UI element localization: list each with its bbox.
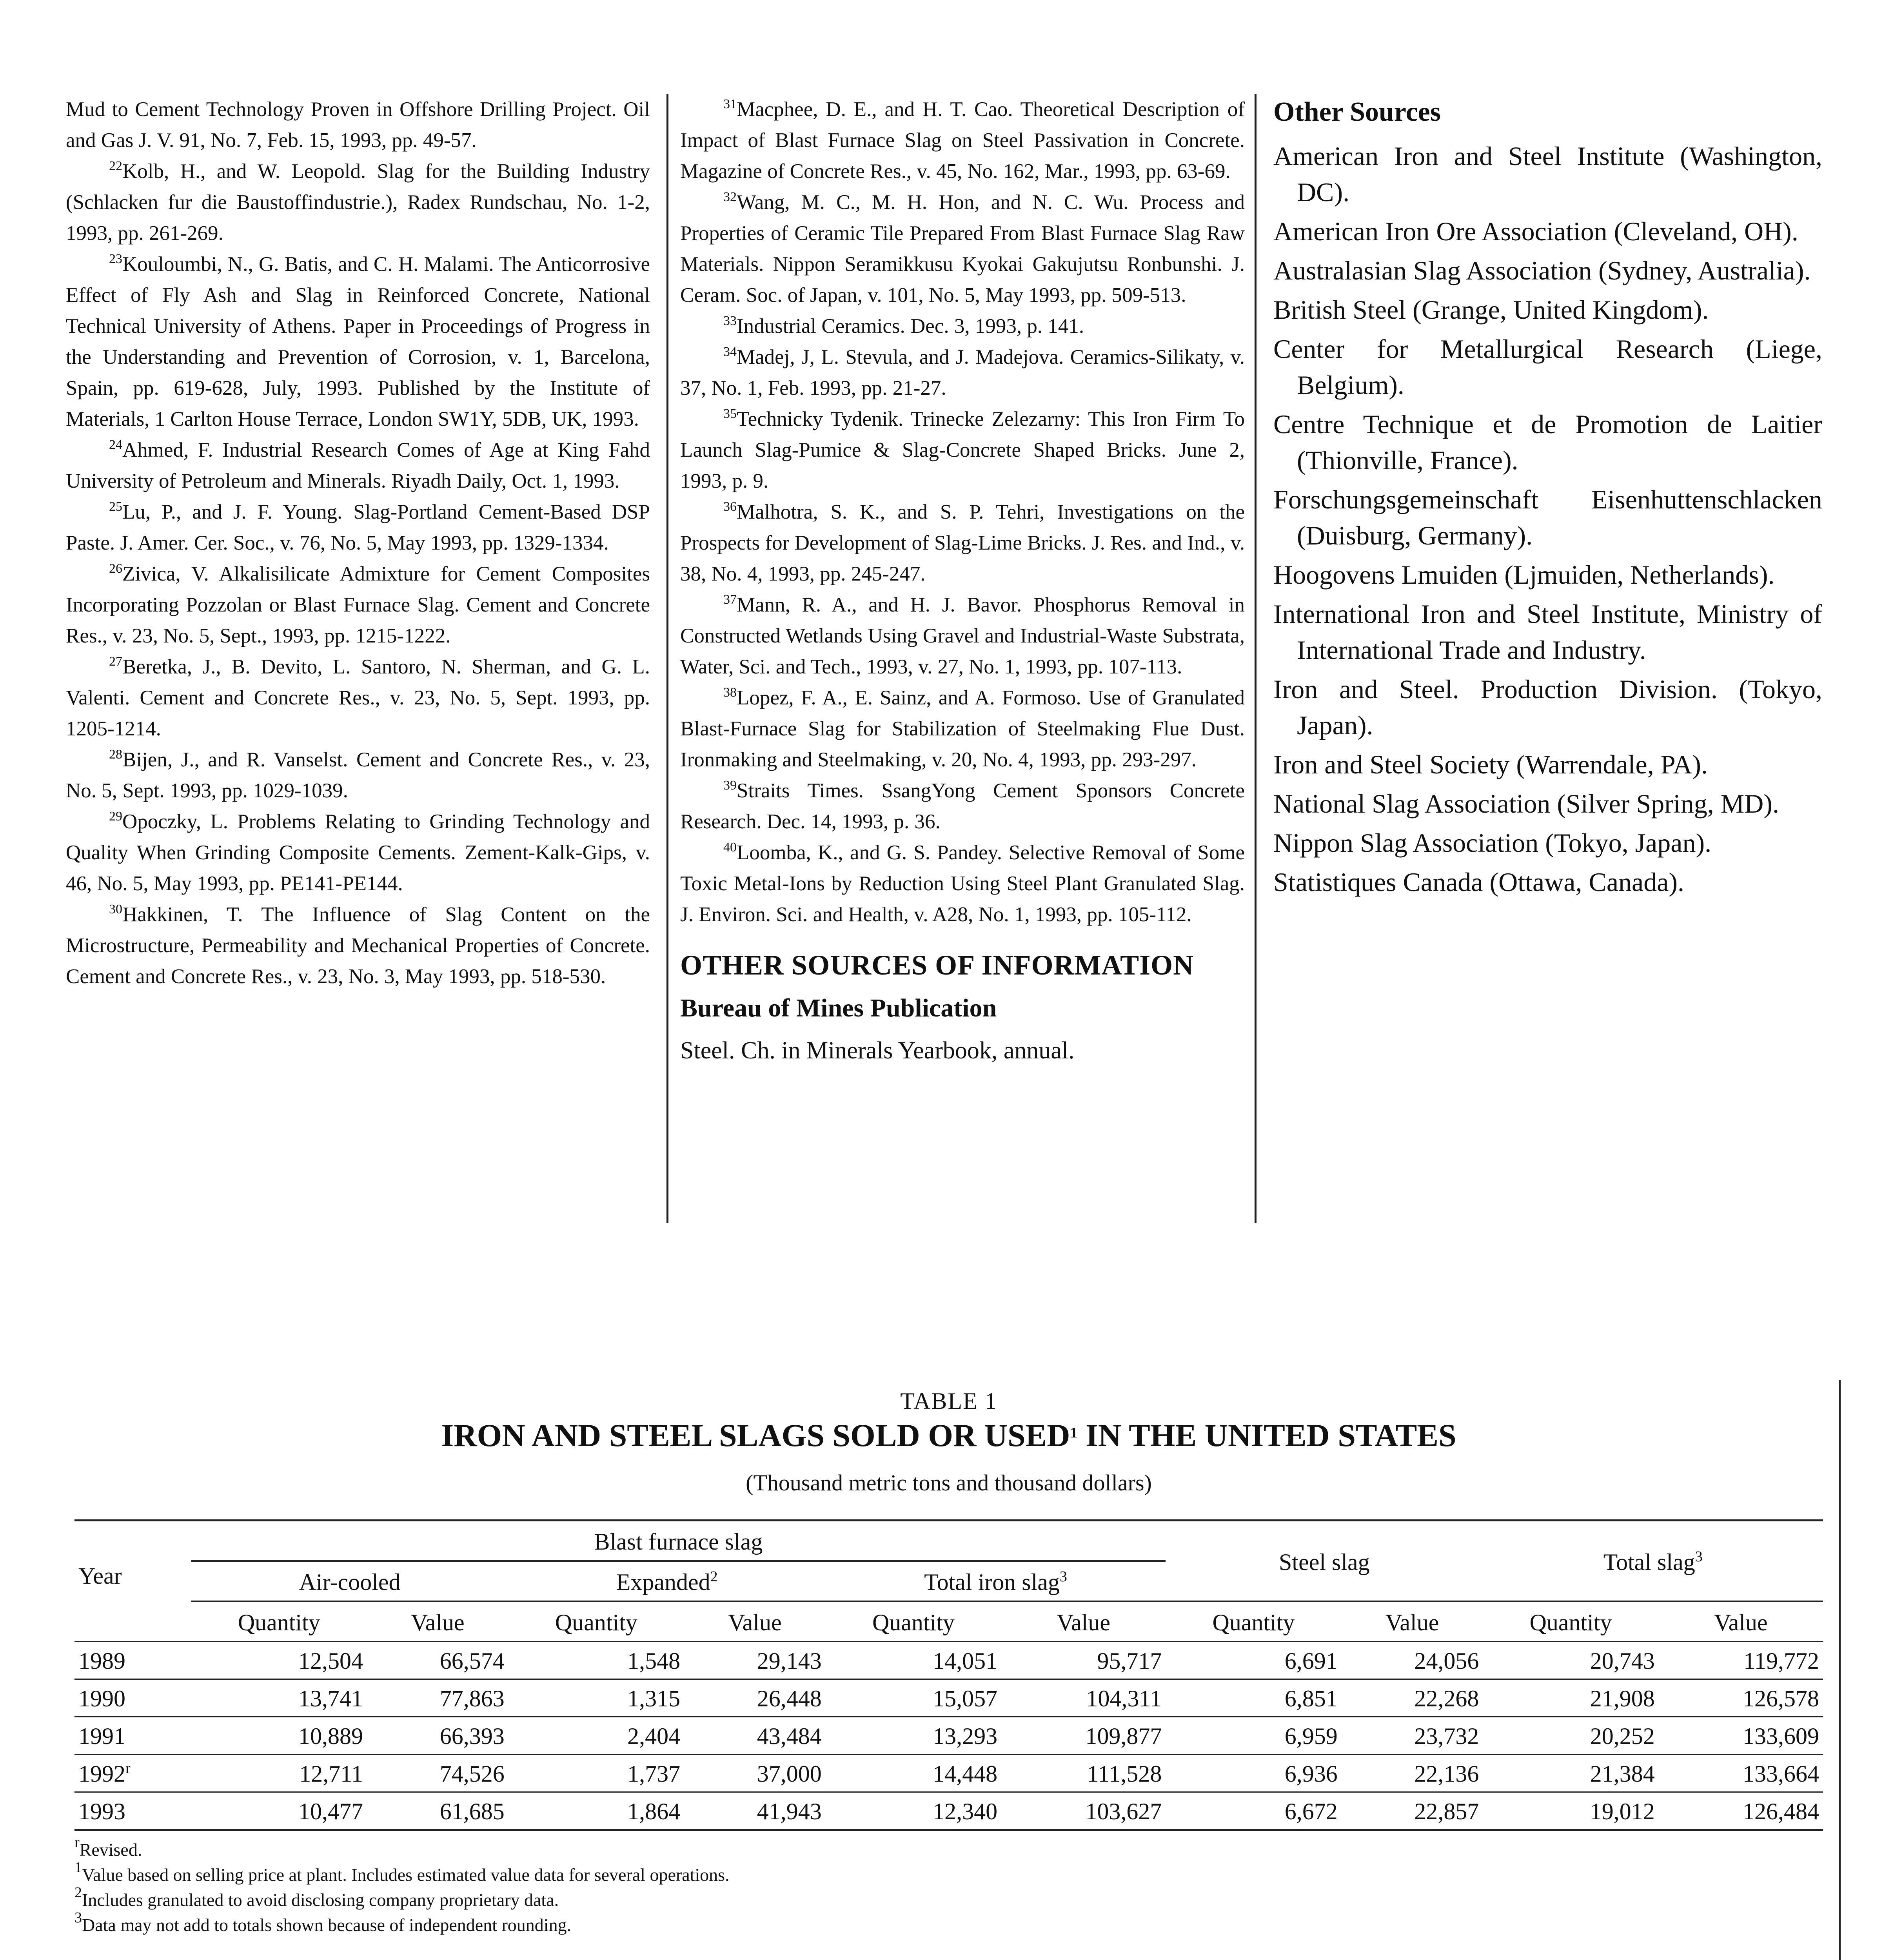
bureau-of-mines-subheading: Bureau of Mines Publication bbox=[680, 994, 997, 1022]
year-cell: 1989 bbox=[74, 1642, 191, 1679]
reference-item: $^{37}$Mann, R. A., and H. J. Bavor. Phosphorus Removal in Constructed Wetlands Using Gravel and Industrial-Waste Substrata, Water, Sci. and Tech., 1993, v. 27, No. 1, 1993, pp. 107-113. bbox=[680, 592, 1245, 678]
header-value: Value bbox=[411, 1610, 465, 1635]
cell: 133,609 bbox=[1659, 1717, 1823, 1755]
header-steel-slag: Steel slag bbox=[1166, 1521, 1483, 1602]
header-blast-furnace-slag: Blast furnace slag bbox=[191, 1521, 1166, 1561]
cell: 10,889 bbox=[191, 1717, 367, 1755]
cell: 95,717 bbox=[1001, 1642, 1166, 1679]
page-edge-rule bbox=[1839, 1380, 1841, 1960]
table-1 bbox=[74, 1388, 1823, 1938]
table-number: TABLE 1 bbox=[900, 1388, 997, 1414]
reference-item: $^{31}$Macphee, D. E., and H. T. Cao. Theoretical Description of Impact of Blast Furnace Slag on Steel Passivation in Concrete. Magazine of Concrete Res., v. 45, No. 162, Mar., 1993, pp. 63-69. bbox=[680, 97, 1245, 183]
reference-item: $^{23}$Kouloumbi, N., G. Batis, and C. H. Malami. The Anticorrosive Effect of Fly Ash and Slag in Reinforced Concrete, National Technical University of Athens. Paper in Proceedings of Progress in the Understanding and Prevention of Corrosion, v. 1, Barcelona, Spain, pp. 619-628, July, 1993. Published by the Institute of Materials, 1 Carlton House Terrace, London SW1Y, 5DB, UK, 1993. bbox=[66, 252, 650, 430]
cell: 22,857 bbox=[1342, 1792, 1483, 1830]
source-item: National Slag Association (Silver Spring, MD). bbox=[1273, 789, 1780, 818]
reference-item: $^{25}$Lu, P., and J. F. Young. Slag-Portland Cement-Based DSP Paste. J. Amer. Cer. Soc., v. 76, No. 5, May 1993, pp. 1329-1334. bbox=[66, 499, 650, 554]
other-sources-info-heading: OTHER SOURCES OF INFORMATION bbox=[680, 949, 1194, 981]
reference-item: $^{29}$Opoczky, L. Problems Relating to Grinding Technology and Quality When Grinding Composite Cements. Zement-Kalk-Gips, v. 46, No. 5, May 1993, pp. PE141-PE144. bbox=[66, 809, 650, 895]
reference-item: $^{26}$Zivica, V. Alkalisilicate Admixture for Cement Composites Incorporating Pozzolan or Blast Furnace Slag. Cement and Concrete Res., v. 23, No. 5, Sept., 1993, pp. 1215-1222. bbox=[66, 561, 650, 647]
year-cell: 1990 bbox=[74, 1679, 191, 1717]
table-subtitle: (Thousand metric tons and thousand dollars) bbox=[746, 1470, 1152, 1495]
cell: 126,578 bbox=[1659, 1679, 1823, 1717]
year-cell: 1991 bbox=[74, 1717, 191, 1755]
header-quantity: Quantity bbox=[238, 1610, 320, 1635]
cell: 13,293 bbox=[826, 1717, 1001, 1755]
header-value: Value bbox=[728, 1610, 782, 1635]
cell: 6,959 bbox=[1166, 1717, 1341, 1755]
cell: 111,528 bbox=[1001, 1755, 1166, 1792]
header-quantity: Quantity bbox=[872, 1610, 955, 1635]
cell: 74,526 bbox=[367, 1755, 508, 1792]
cell: 14,448 bbox=[826, 1755, 1001, 1792]
source-item: International Iron and Steel Institute, Ministry of International Trade and Industry. bbox=[1273, 599, 1822, 665]
cell: 126,484 bbox=[1659, 1792, 1823, 1830]
table-row bbox=[74, 1792, 1823, 1830]
column-divider bbox=[666, 94, 668, 1223]
table-title: IRON AND STEEL SLAGS SOLD OR USED$^1$ IN THE UNITED STATES bbox=[441, 1417, 1456, 1453]
cell: 12,340 bbox=[826, 1792, 1001, 1830]
table-row bbox=[74, 1642, 1823, 1679]
cell: 20,252 bbox=[1483, 1717, 1658, 1755]
cell: 6,672 bbox=[1166, 1792, 1341, 1830]
cell: 12,504 bbox=[191, 1642, 367, 1679]
header-value: Value bbox=[1057, 1610, 1111, 1635]
source-item: Iron and Steel. Production Division. (Tokyo, Japan). bbox=[1273, 674, 1822, 740]
source-item: Forschungsgemeinschaft Eisenhuttenschlacken (Duisburg, Germany). bbox=[1273, 485, 1822, 550]
table-row bbox=[74, 1717, 1823, 1755]
reference-item: $^{22}$Kolb, H., and W. Leopold. Slag for the Building Industry (Schlacken fur die Baustoffindustrie.), Radex Rundschau, No. 1-2, 1993, pp. 261-269. bbox=[66, 159, 650, 245]
cell: 24,056 bbox=[1342, 1642, 1483, 1679]
cell: 19,012 bbox=[1483, 1792, 1658, 1830]
cell: 77,863 bbox=[367, 1679, 508, 1717]
footnote: $^1$Value based on selling price at plant. Includes estimated value data for several operations. bbox=[74, 1859, 730, 1885]
cell: 103,627 bbox=[1001, 1792, 1166, 1830]
source-item: Australasian Slag Association (Sydney, Australia). bbox=[1273, 256, 1811, 285]
source-item: Hoogovens Lmuiden (Ljmuiden, Netherlands). bbox=[1273, 560, 1775, 590]
cell: 21,384 bbox=[1483, 1755, 1658, 1792]
cell: 109,877 bbox=[1001, 1717, 1166, 1755]
source-item: British Steel (Grange, United Kingdom). bbox=[1273, 295, 1709, 325]
source-item: Centre Technique et de Promotion de Laitier (Thionville, France). bbox=[1273, 409, 1822, 475]
cell: 1,864 bbox=[508, 1792, 684, 1830]
cell: 26,448 bbox=[684, 1679, 826, 1717]
cell: 66,393 bbox=[367, 1717, 508, 1755]
source-item: American Iron Ore Association (Cleveland, OH). bbox=[1273, 216, 1798, 246]
cell: 22,136 bbox=[1342, 1755, 1483, 1792]
cell: 37,000 bbox=[684, 1755, 826, 1792]
reference-item: $^{28}$Bijen, J., and R. Vanselst. Cement and Concrete Res., v. 23, No. 5, Sept. 1993, pp. 1029-1039. bbox=[66, 747, 650, 802]
cell: 1,315 bbox=[508, 1679, 684, 1717]
cell: 104,311 bbox=[1001, 1679, 1166, 1717]
header-value: Value bbox=[1385, 1610, 1439, 1635]
reference-item: $^{35}$Technicky Tydenik. Trinecke Zelezarny: This Iron Firm To Launch Slag-Pumice & Slag-Concrete Shaped Bricks. June 2, 1993, p. 9. bbox=[680, 407, 1245, 492]
reference-item: $^{40}$Loomba, K., and G. S. Pandey. Selective Removal of Some Toxic Metal-Ions by Reduction Using Steel Plant Granulated Slag. J. Environ. Sci. and Health, v. A28, No. 1, 1993, pp. 105-112. bbox=[680, 840, 1245, 926]
year-cell: 1993 bbox=[74, 1792, 191, 1830]
other-sources-heading: Other Sources bbox=[1273, 97, 1441, 127]
cell: 43,484 bbox=[684, 1717, 826, 1755]
slag-table bbox=[74, 1519, 1823, 1831]
cell: 21,908 bbox=[1483, 1679, 1658, 1717]
reference-item: $^{27}$Beretka, J., B. Devito, L. Santoro, N. Sherman, and G. L. Valenti. Cement and Concrete Res., v. 23, No. 5, Sept. 1993, pp. 1205-1214. bbox=[66, 654, 650, 740]
cell: 22,268 bbox=[1342, 1679, 1483, 1717]
reference-item: $^{38}$Lopez, F. A., E. Sainz, and A. Formoso. Use of Granulated Blast-Furnace Slag for Stabilization of Steelmaking Flue Dust. Ironmaking and Steelmaking, v. 20, No. 4, 1993, pp. 293-297. bbox=[680, 685, 1245, 771]
cell: 12,711 bbox=[191, 1755, 367, 1792]
reference-item: $^{32}$Wang, M. C., M. H. Hon, and N. C. Wu. Process and Properties of Ceramic Tile Prepared From Blast Furnace Slag Raw Materials. Nippon Seramikkusu Kyokai Gakujutsu Ronbunshi. J. Ceram. Soc. of Japan, v. 101, No. 5, May 1993, pp. 509-513. bbox=[680, 190, 1245, 307]
reference-item: Mud to Cement Technology Proven in Offshore Drilling Project. Oil and Gas J. V. 91, No. 7, Feb. 15, 1993, pp. 49-57. bbox=[66, 98, 650, 152]
reference-item: $^{33}$Industrial Ceramics. Dec. 3, 1993, p. 141. bbox=[723, 314, 1084, 338]
header-air-cooled: Air-cooled bbox=[191, 1561, 508, 1601]
other-sources-column bbox=[1273, 94, 1822, 903]
table-row bbox=[74, 1755, 1823, 1792]
header-total-iron-slag: Total iron slag$^3$ bbox=[826, 1561, 1166, 1601]
cell: 2,404 bbox=[508, 1717, 684, 1755]
cell: 61,685 bbox=[367, 1792, 508, 1830]
footnote: $^r$Revised. bbox=[74, 1834, 142, 1860]
year-cell: 1992$^r$ bbox=[74, 1755, 191, 1792]
cell: 119,772 bbox=[1659, 1642, 1823, 1679]
column-divider bbox=[1255, 94, 1257, 1223]
cell: 133,664 bbox=[1659, 1755, 1823, 1792]
header-year: Year bbox=[78, 1563, 122, 1589]
source-item: Nippon Slag Association (Tokyo, Japan). bbox=[1273, 828, 1712, 858]
reference-item: $^{30}$Hakkinen, T. The Influence of Slag Content on the Microstructure, Permeability and Mechanical Properties of Concrete. Cement and Concrete Res., v. 23, No. 3, May 1993, pp. 518-530. bbox=[66, 902, 650, 988]
header-expanded: Expanded$^2$ bbox=[508, 1561, 826, 1601]
references-column-1 bbox=[66, 94, 650, 992]
reference-item: $^{36}$Malhotra, S. K., and S. P. Tehri, Investigations on the Prospects for Development of Slag-Lime Bricks. J. Res. and Ind., v. 38, No. 4, 1993, pp. 245-247. bbox=[680, 499, 1245, 585]
cell: 1,548 bbox=[508, 1642, 684, 1679]
cell: 10,477 bbox=[191, 1792, 367, 1830]
source-item: Iron and Steel Society (Warrendale, PA). bbox=[1273, 750, 1708, 779]
cell: 6,691 bbox=[1166, 1642, 1341, 1679]
reference-item: $^{39}$Straits Times. SsangYong Cement Sponsors Concrete Research. Dec. 14, 1993, p. 36. bbox=[680, 778, 1245, 833]
bureau-of-mines-item: Steel. Ch. in Minerals Yearbook, annual. bbox=[680, 1037, 1075, 1064]
source-item: Center for Metallurgical Research (Liege, Belgium). bbox=[1273, 334, 1822, 400]
cell: 1,737 bbox=[508, 1755, 684, 1792]
cell: 15,057 bbox=[826, 1679, 1001, 1717]
cell: 66,574 bbox=[367, 1642, 508, 1679]
footnote: $^2$Includes granulated to avoid disclosing company proprietary data. bbox=[74, 1884, 559, 1910]
header-quantity: Quantity bbox=[1212, 1610, 1295, 1635]
cell: 29,143 bbox=[684, 1642, 826, 1679]
table-row bbox=[74, 1679, 1823, 1717]
cell: 14,051 bbox=[826, 1642, 1001, 1679]
source-item: American Iron and Steel Institute (Washington, DC). bbox=[1273, 141, 1822, 207]
header-quantity: Quantity bbox=[555, 1610, 637, 1635]
header-total-slag: Total slag$^3$ bbox=[1483, 1521, 1823, 1602]
cell: 41,943 bbox=[684, 1792, 826, 1830]
cell: 23,732 bbox=[1342, 1717, 1483, 1755]
cell: 20,743 bbox=[1483, 1642, 1658, 1679]
cell: 6,936 bbox=[1166, 1755, 1341, 1792]
source-item: Statistiques Canada (Ottawa, Canada). bbox=[1273, 867, 1685, 897]
header-value: Value bbox=[1714, 1610, 1768, 1635]
reference-item: $^{34}$Madej, J, L. Stevula, and J. Madejova. Ceramics-Silikaty, v. 37, No. 1, Feb. 1993, pp. 21-27. bbox=[680, 345, 1245, 399]
references-column-2 bbox=[680, 94, 1245, 1066]
cell: 6,851 bbox=[1166, 1679, 1341, 1717]
table-footnotes bbox=[74, 1834, 1823, 1938]
cell: 13,741 bbox=[191, 1679, 367, 1717]
reference-item: $^{24}$Ahmed, F. Industrial Research Comes of Age at King Fahd University of Petroleum and Minerals. Riyadh Daily, Oct. 1, 1993. bbox=[66, 437, 650, 492]
header-quantity: Quantity bbox=[1529, 1610, 1612, 1635]
footnote: $^3$Data may not add to totals shown because of independent rounding. bbox=[74, 1909, 572, 1935]
